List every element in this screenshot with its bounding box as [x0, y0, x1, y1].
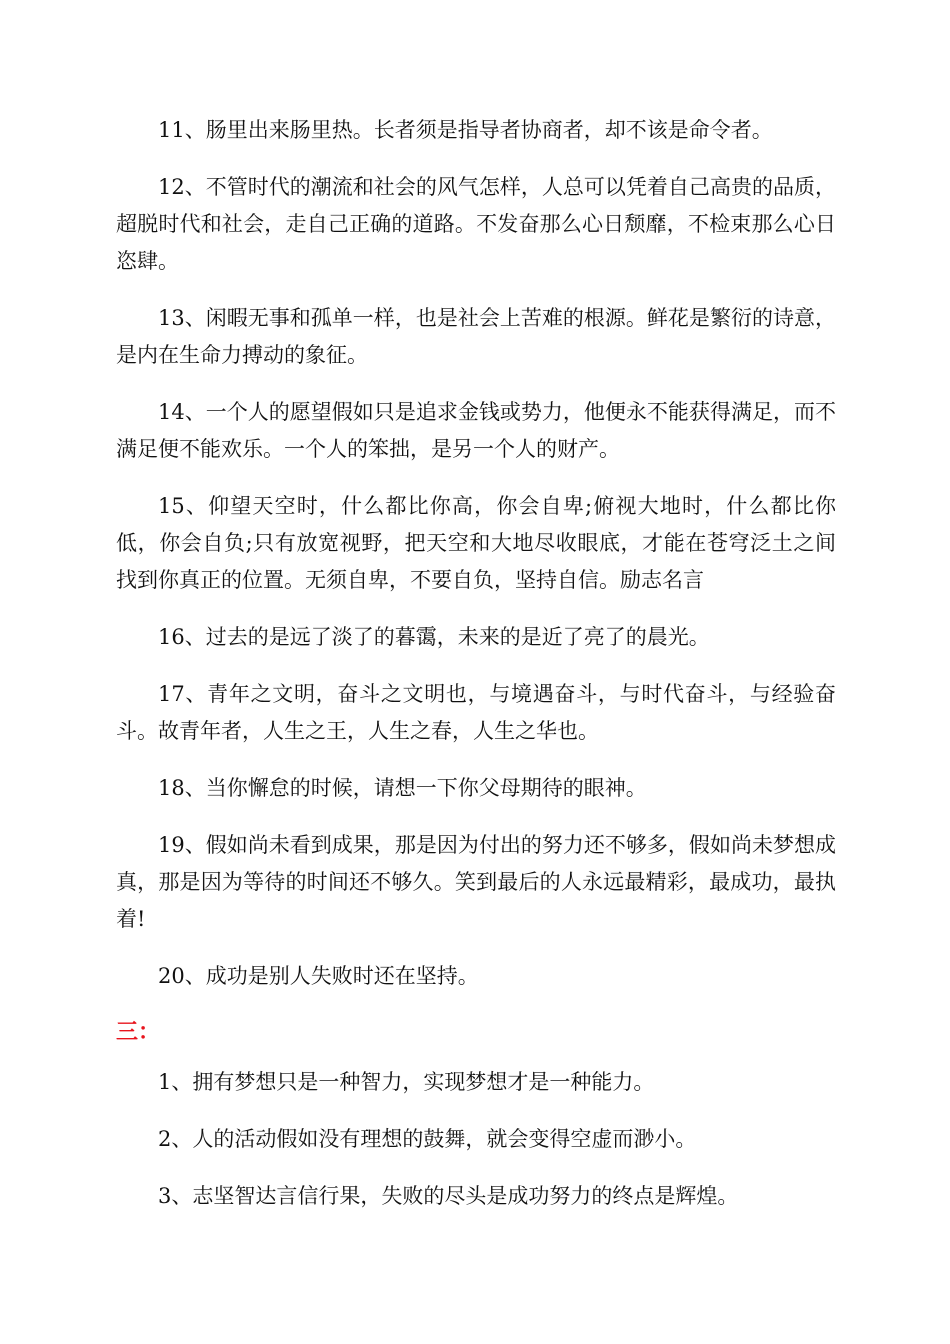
section-three-quote-1: 1、拥有梦想只是一种智力，实现梦想才是一种能力。: [158, 1070, 655, 1094]
section-three-quote-2: 2、人的活动假如没有理想的鼓舞，就会变得空虚而渺小。: [158, 1127, 697, 1151]
document-body: [116, 112, 836, 1235]
section-three-quote-3: 3、志坚智达言信行果，失败的尽头是成功努力的终点是辉煌。: [158, 1184, 739, 1208]
quote-13: 13、闲暇无事和孤单一样，也是社会上苦难的根源。鲜花是繁衍的诗意，是内在生命力搏动的象征。: [116, 306, 836, 367]
quote-12: 12、不管时代的潮流和社会的风气怎样，人总可以凭着自己高贵的品质，超脱时代和社会，走自己正确的道路。不发奋那么心日颓靡，不检束那么心日恣肆。: [116, 175, 836, 273]
quote-19: 19、假如尚未看到成果，那是因为付出的努力还不够多，假如尚未梦想成真，那是因为等待的时间还不够久。笑到最后的人永远最精彩，最成功，最执着!: [116, 833, 836, 931]
quote-17: 17、青年之文明，奋斗之文明也，与境遇奋斗，与时代奋斗，与经验奋斗。故青年者，人生之王，人生之春，人生之华也。: [116, 682, 836, 743]
quote-15: 15、仰望天空时，什么都比你高，你会自卑;俯视大地时，什么都比你低，你会自负;只有放宽视野，把天空和大地尽收眼底，才能在苍穹泛土之间找到你真正的位置。无须自卑，不要自负，坚持自信。励志名言: [116, 494, 836, 592]
quote-18: 18、当你懈怠的时候，请想一下你父母期待的眼神。: [158, 776, 647, 800]
quote-16: 16、过去的是远了淡了的暮霭，未来的是近了亮了的晨光。: [158, 625, 710, 649]
quote-20: 20、成功是别人失败时还在坚持。: [158, 964, 479, 988]
quote-11: 11、肠里出来肠里热。长者须是指导者协商者，却不该是命令者。: [158, 118, 773, 142]
section-three-heading: 三：: [116, 1020, 161, 1045]
quote-14: 14、一个人的愿望假如只是追求金钱或势力，他便永不能获得满足，而不满足便不能欢乐。一个人的笨拙，是另一个人的财产。: [116, 400, 836, 461]
